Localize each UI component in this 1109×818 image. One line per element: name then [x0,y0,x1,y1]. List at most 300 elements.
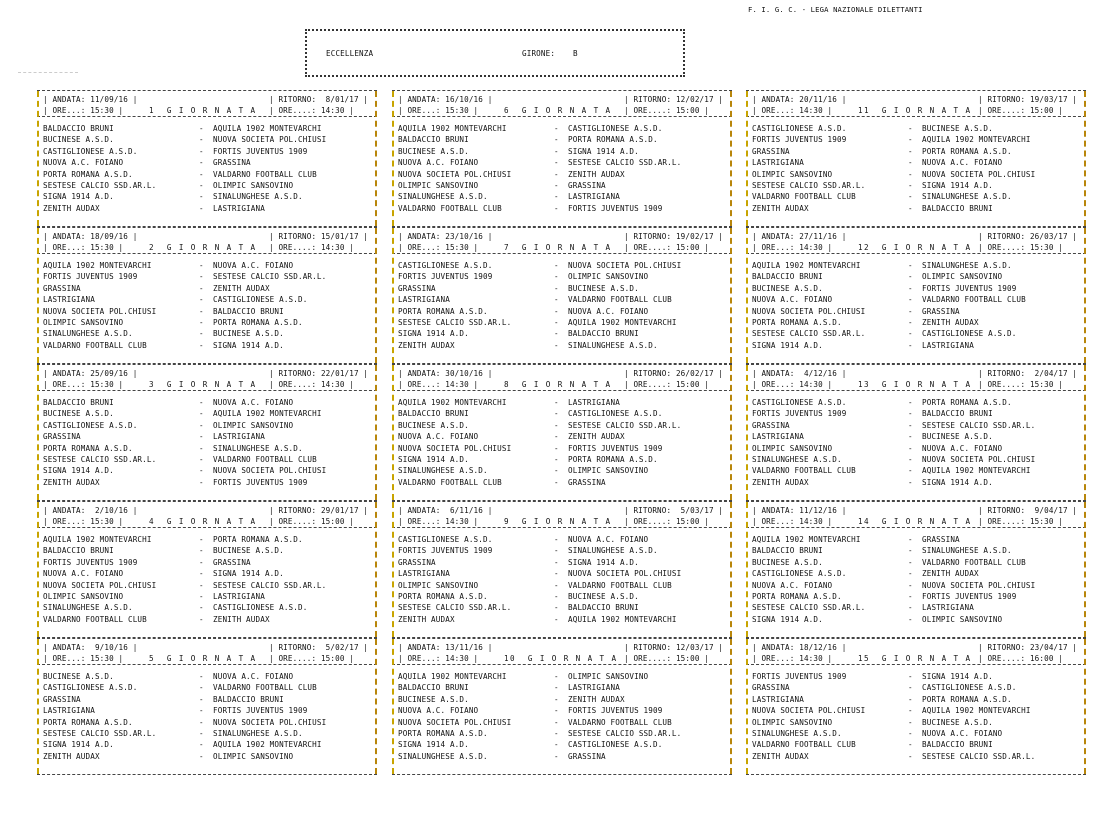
round-title: 4 G I O R N A T A [149,517,257,526]
andata-time: | ORE...: 15:30 | [43,654,124,663]
match-separator: - [554,614,559,624]
home-team: OLIMPIC SANSOVINO [398,180,479,190]
away-team: BUCINESE A.S.D. [922,717,993,727]
block-left-border [392,228,394,363]
match-separator: - [554,340,559,350]
match-separator: - [554,535,559,544]
ritorno-time: | ORE....: 15:00 | [624,243,709,252]
match-separator: - [199,454,204,464]
home-team: SESTESE CALCIO SSD.AR.L. [43,180,157,190]
home-team: BALDACCIO BRUNI [398,135,469,145]
away-team: LASTRIGIANA [568,683,620,693]
away-team: OLIMPIC SANSOVINO [213,420,294,430]
match-separator: - [908,306,913,316]
away-team: NUOVA A.C. FOIANO [922,443,1003,453]
block-top-rule [37,90,377,91]
away-team: AQUILA 1902 MONTEVARCHI [568,317,677,327]
round-block [392,364,732,501]
home-team: BALDACCIO BRUNI [398,409,469,419]
block-right-border [375,365,377,500]
match-separator: - [199,683,204,693]
home-team: BUCINESE A.S.D. [398,694,469,704]
away-team: GRASSINA [568,477,606,487]
home-team: OLIMPIC SANSOVINO [752,717,833,727]
home-team: BALDACCIO BRUNI [398,683,469,693]
match-separator: - [908,728,913,738]
home-team: SESTESE CALCIO SSD.AR.L. [752,180,866,190]
block-right-border [730,502,732,637]
block-header-rule [37,527,377,528]
match-separator: - [908,557,913,567]
home-team: NUOVA A.C. FOIANO [752,295,833,305]
ritorno-time: | ORE....: 15:00 | [624,380,709,389]
home-team: ZENITH AUDAX [752,751,809,761]
match-separator: - [199,591,204,601]
andata-date: | ANDATA: 2/10/16 | [43,506,138,515]
block-header-rule [37,253,377,254]
away-team: FORTIS JUVENTUS 1909 [568,203,663,213]
home-team: BUCINESE A.S.D. [752,283,823,293]
home-team: BUCINESE A.S.D. [398,420,469,430]
home-team: CASTIGLIONESE A.S.D. [43,420,138,430]
block-header-rule [37,116,377,117]
home-team: LASTRIGIANA [752,158,804,168]
block-top-rule [746,638,1086,639]
home-team: LASTRIGIANA [43,295,95,305]
home-team: PORTA ROMANA A.S.D. [43,443,133,453]
away-team: CASTIGLIONESE A.S.D. [922,329,1017,339]
match-separator: - [554,569,559,579]
match-separator: - [199,717,204,727]
away-team: GRASSINA [922,306,960,316]
match-separator: - [199,420,204,430]
away-team: VALDARNO FOOTBALL CLUB [213,683,317,693]
away-team: LASTRIGIANA [213,591,265,601]
andata-time: | ORE...: 15:30 | [43,106,124,115]
away-team: VALDARNO FOOTBALL CLUB [568,717,672,727]
home-team: SIGNA 1914 A.D. [43,192,114,202]
home-team: PORTA ROMANA A.S.D. [752,317,842,327]
away-team: AQUILA 1902 MONTEVARCHI [568,614,677,624]
away-team: GRASSINA [568,751,606,761]
round-title: 5 G I O R N A T A [149,654,257,663]
match-separator: - [908,261,913,270]
home-team: GRASSINA [43,283,81,293]
away-team: AQUILA 1902 MONTEVARCHI [213,740,322,750]
block-right-border [730,639,732,774]
match-separator: - [908,717,913,727]
away-team: VALDARNO FOOTBALL CLUB [213,169,317,179]
away-team: FORTIS JUVENTUS 1909 [922,283,1017,293]
match-separator: - [199,603,204,613]
away-team: LASTRIGIANA [213,432,265,442]
block-left-border [392,91,394,226]
ritorno-time: | ORE....: 14:30 | [269,243,354,252]
round-block [746,638,1086,775]
ritorno-time: | ORE....: 15:00 | [624,517,709,526]
match-separator: - [554,694,559,704]
block-right-border [1084,91,1086,226]
ritorno-time: | ORE....: 15:30 | [978,517,1063,526]
ritorno-date: | RITORNO: 2/04/17 | [978,369,1078,378]
block-left-border [37,91,39,226]
round-block [37,501,377,638]
match-separator: - [554,717,559,727]
away-team: NUOVA A.C. FOIANO [568,306,649,316]
away-team: NUOVA A.C. FOIANO [922,158,1003,168]
home-team: LASTRIGIANA [752,432,804,442]
match-separator: - [554,477,559,487]
round-block [746,227,1086,364]
match-separator: - [199,398,204,407]
ritorno-date: | RITORNO: 19/02/17 | [624,232,724,241]
home-team: FORTIS JUVENTUS 1909 [398,272,493,282]
home-team: BUCINESE A.S.D. [752,557,823,567]
block-bottom-rule [392,774,732,775]
block-top-rule [746,227,1086,228]
match-separator: - [908,158,913,168]
away-team: NUOVA SOCIETA POL.CHIUSI [568,261,682,270]
match-separator: - [554,728,559,738]
match-separator: - [908,580,913,590]
home-team: FORTIS JUVENTUS 1909 [752,672,847,681]
ritorno-time: | ORE....: 15:00 | [624,654,709,663]
home-team: NUOVA A.C. FOIANO [398,432,479,442]
round-block [392,227,732,364]
home-team: FORTIS JUVENTUS 1909 [752,135,847,145]
match-separator: - [908,180,913,190]
home-team: SIGNA 1914 A.D. [398,740,469,750]
home-team: ZENITH AUDAX [752,477,809,487]
ritorno-time: | ORE....: 15:30 | [978,380,1063,389]
match-separator: - [908,591,913,601]
away-team: SESTESE CALCIO SSD.AR.L. [568,728,682,738]
home-team: AQUILA 1902 MONTEVARCHI [398,398,507,407]
away-team: SIGNA 1914 A.D. [568,146,639,156]
away-team: BALDACCIO BRUNI [922,203,993,213]
away-team: PORTA ROMANA A.S.D. [922,398,1012,407]
match-separator: - [199,169,204,179]
block-header-rule [392,527,732,528]
home-team: NUOVA A.C. FOIANO [398,706,479,716]
away-team: PORTA ROMANA A.S.D. [922,694,1012,704]
round-title: 15 G I O R N A T A [858,654,972,663]
home-team: NUOVA SOCIETA POL.CHIUSI [752,706,866,716]
away-team: LASTRIGIANA [568,398,620,407]
away-team: OLIMPIC SANSOVINO [922,272,1003,282]
away-team: FORTIS JUVENTUS 1909 [213,146,308,156]
organization-title: F. I. G. C. - LEGA NAZIONALE DILETTANTI [748,5,923,14]
home-team: GRASSINA [43,694,81,704]
block-top-rule [392,227,732,228]
away-team: CASTIGLIONESE A.S.D. [568,740,663,750]
andata-date: | ANDATA: 20/11/16 | [752,95,847,104]
match-separator: - [908,535,913,544]
match-separator: - [554,283,559,293]
andata-date: | ANDATA: 4/12/16 | [752,369,847,378]
ritorno-date: | RITORNO: 29/01/17 | [269,506,369,515]
round-title: 10 G I O R N A T A [504,654,618,663]
andata-time: | ORE...: 15:30 | [398,106,479,115]
away-team: VALDARNO FOOTBALL CLUB [213,454,317,464]
match-separator: - [554,192,559,202]
match-separator: - [908,192,913,202]
match-separator: - [908,740,913,750]
home-team: ZENITH AUDAX [398,340,455,350]
match-separator: - [199,295,204,305]
home-team: FORTIS JUVENTUS 1909 [43,557,138,567]
round-block [37,638,377,775]
block-top-rule [37,638,377,639]
home-team: BUCINESE A.S.D. [43,135,114,145]
away-team: VALDARNO FOOTBALL CLUB [568,580,672,590]
round-block [37,364,377,501]
home-team: CASTIGLIONESE A.S.D. [752,569,847,579]
block-header-rule [37,664,377,665]
block-left-border [37,365,39,500]
round-title: 3 G I O R N A T A [149,380,257,389]
home-team: AQUILA 1902 MONTEVARCHI [398,124,507,133]
home-team: NUOVA SOCIETA POL.CHIUSI [43,580,157,590]
home-team: BUCINESE A.S.D. [43,672,114,681]
match-separator: - [199,580,204,590]
round-title: 8 G I O R N A T A [504,380,612,389]
home-team: SESTESE CALCIO SSD.AR.L. [398,603,512,613]
ritorno-date: | RITORNO: 23/04/17 | [978,643,1078,652]
block-left-border [392,502,394,637]
home-team: BUCINESE A.S.D. [398,146,469,156]
header-bottom-border [305,75,685,77]
home-team: AQUILA 1902 MONTEVARCHI [43,261,152,270]
away-team: SIGNA 1914 A.D. [213,340,284,350]
away-team: SIGNA 1914 A.D. [922,180,993,190]
match-separator: - [908,146,913,156]
block-left-border [37,502,39,637]
round-title: 12 G I O R N A T A [858,243,972,252]
match-separator: - [199,306,204,316]
andata-date: | ANDATA: 11/12/16 | [752,506,847,515]
away-team: GRASSINA [213,557,251,567]
andata-date: | ANDATA: 16/10/16 | [398,95,493,104]
away-team: FORTIS JUVENTUS 1909 [922,591,1017,601]
home-team: VALDARNO FOOTBALL CLUB [43,340,147,350]
match-separator: - [554,317,559,327]
home-team: GRASSINA [398,283,436,293]
block-right-border [1084,365,1086,500]
away-team: SINALUNGHESE A.S.D. [568,546,658,556]
match-separator: - [199,546,204,556]
match-separator: - [908,283,913,293]
away-team: BALDACCIO BRUNI [568,603,639,613]
match-separator: - [908,329,913,339]
home-team: OLIMPIC SANSOVINO [398,580,479,590]
match-separator: - [199,192,204,202]
match-separator: - [199,569,204,579]
match-separator: - [908,203,913,213]
away-team: LASTRIGIANA [213,203,265,213]
away-team: NUOVA A.C. FOIANO [213,672,294,681]
home-team: NUOVA SOCIETA POL.CHIUSI [43,306,157,316]
ritorno-date: | RITORNO: 22/01/17 | [269,369,369,378]
andata-date: | ANDATA: 30/10/16 | [398,369,493,378]
away-team: ZENITH AUDAX [213,614,270,624]
header-top-border [305,29,685,31]
match-separator: - [554,683,559,693]
competition-name: ECCELLENZA [326,49,374,58]
ritorno-time: | ORE....: 16:00 | [978,654,1063,663]
match-separator: - [554,272,559,282]
andata-time: | ORE...: 14:30 | [398,654,479,663]
away-team: ZENITH AUDAX [568,169,625,179]
away-team: LASTRIGIANA [922,340,974,350]
match-separator: - [554,169,559,179]
block-right-border [375,91,377,226]
match-separator: - [199,261,204,270]
andata-time: | ORE...: 15:30 | [43,243,124,252]
block-header-rule [746,253,1086,254]
block-right-border [1084,639,1086,774]
block-left-border [746,365,748,500]
match-separator: - [554,603,559,613]
away-team: PORTA ROMANA A.S.D. [568,454,658,464]
away-team: BALDACCIO BRUNI [568,329,639,339]
match-separator: - [199,614,204,624]
home-team: OLIMPIC SANSOVINO [43,591,124,601]
away-team: SIGNA 1914 A.D. [922,477,993,487]
away-team: BUCINESE A.S.D. [213,329,284,339]
away-team: LASTRIGIANA [922,603,974,613]
block-header-rule [392,390,732,391]
home-team: ZENITH AUDAX [398,614,455,624]
block-top-rule [37,364,377,365]
away-team: BALDACCIO BRUNI [922,409,993,419]
girone-label: GIRONE: [522,49,556,58]
round-block [392,501,732,638]
block-left-border [392,639,394,774]
away-team: ZENITH AUDAX [568,694,625,704]
girone-value: B [573,49,578,58]
away-team: OLIMPIC SANSOVINO [213,180,294,190]
home-team: CASTIGLIONESE A.S.D. [398,535,493,544]
away-team: ZENITH AUDAX [568,432,625,442]
away-team: CASTIGLIONESE A.S.D. [213,603,308,613]
home-team: SINALUNGHESE A.S.D. [398,466,488,476]
away-team: AQUILA 1902 MONTEVARCHI [922,706,1031,716]
match-separator: - [199,432,204,442]
andata-date: | ANDATA: 18/12/16 | [752,643,847,652]
round-title: 9 G I O R N A T A [504,517,612,526]
home-team: PORTA ROMANA A.S.D. [752,591,842,601]
block-header-rule [746,390,1086,391]
header-right-border [683,29,685,77]
match-separator: - [908,706,913,716]
away-team: BUCINESE A.S.D. [922,124,993,133]
home-team: AQUILA 1902 MONTEVARCHI [752,535,861,544]
ritorno-time: | ORE....: 15:00 | [269,654,354,663]
away-team: ZENITH AUDAX [213,283,270,293]
andata-date: | ANDATA: 25/09/16 | [43,369,138,378]
home-team: PORTA ROMANA A.S.D. [398,306,488,316]
match-separator: - [554,546,559,556]
home-team: SIGNA 1914 A.D. [752,614,823,624]
block-left-border [746,228,748,363]
match-separator: - [908,169,913,179]
match-separator: - [908,295,913,305]
andata-time: | ORE...: 15:30 | [398,243,479,252]
home-team: CASTIGLIONESE A.S.D. [752,124,847,133]
home-team: ZENITH AUDAX [43,203,100,213]
away-team: LASTRIGIANA [568,192,620,202]
match-separator: - [554,409,559,419]
match-separator: - [908,272,913,282]
match-separator: - [908,317,913,327]
home-team: PORTA ROMANA A.S.D. [43,169,133,179]
home-team: BALDACCIO BRUNI [752,272,823,282]
round-block [37,90,377,227]
match-separator: - [199,728,204,738]
header-left-border [305,29,307,77]
home-team: ZENITH AUDAX [752,203,809,213]
round-title: 14 G I O R N A T A [858,517,972,526]
home-team: PORTA ROMANA A.S.D. [398,591,488,601]
ritorno-date: | RITORNO: 12/02/17 | [624,95,724,104]
home-team: SINALUNGHESE A.S.D. [43,329,133,339]
away-team: OLIMPIC SANSOVINO [213,751,294,761]
home-team: VALDARNO FOOTBALL CLUB [752,192,856,202]
away-team: NUOVA A.C. FOIANO [213,261,294,270]
away-team: AQUILA 1902 MONTEVARCHI [922,466,1031,476]
away-team: NUOVA SOCIETA POL.CHIUSI [213,135,327,145]
home-team: BALDACCIO BRUNI [43,124,114,133]
match-separator: - [199,409,204,419]
match-separator: - [908,432,913,442]
block-header-rule [392,253,732,254]
home-team: SINALUNGHESE A.S.D. [398,751,488,761]
match-separator: - [554,398,559,407]
block-right-border [730,365,732,500]
home-team: FORTIS JUVENTUS 1909 [398,546,493,556]
away-team: SESTESE CALCIO SSD.AR.L. [568,158,682,168]
home-team: NUOVA A.C. FOIANO [43,569,124,579]
home-team: CASTIGLIONESE A.S.D. [43,683,138,693]
match-separator: - [199,124,204,133]
match-separator: - [908,420,913,430]
match-separator: - [199,283,204,293]
block-header-rule [746,116,1086,117]
match-separator: - [199,203,204,213]
match-separator: - [908,443,913,453]
home-team: AQUILA 1902 MONTEVARCHI [752,261,861,270]
away-team: OLIMPIC SANSOVINO [568,466,649,476]
ritorno-time: | ORE....: 15:00 | [624,106,709,115]
block-top-rule [746,501,1086,502]
away-team: BUCINESE A.S.D. [213,546,284,556]
block-right-border [375,228,377,363]
block-top-rule [37,227,377,228]
match-separator: - [554,135,559,145]
home-team: NUOVA SOCIETA POL.CHIUSI [752,306,866,316]
match-separator: - [554,466,559,476]
match-separator: - [908,614,913,624]
ritorno-time: | ORE....: 15:00 | [269,517,354,526]
ritorno-date: | RITORNO: 15/01/17 | [269,232,369,241]
block-bottom-rule [746,774,1086,775]
match-separator: - [199,317,204,327]
match-separator: - [554,146,559,156]
block-left-border [746,502,748,637]
block-left-border [37,639,39,774]
home-team: SESTESE CALCIO SSD.AR.L. [752,329,866,339]
